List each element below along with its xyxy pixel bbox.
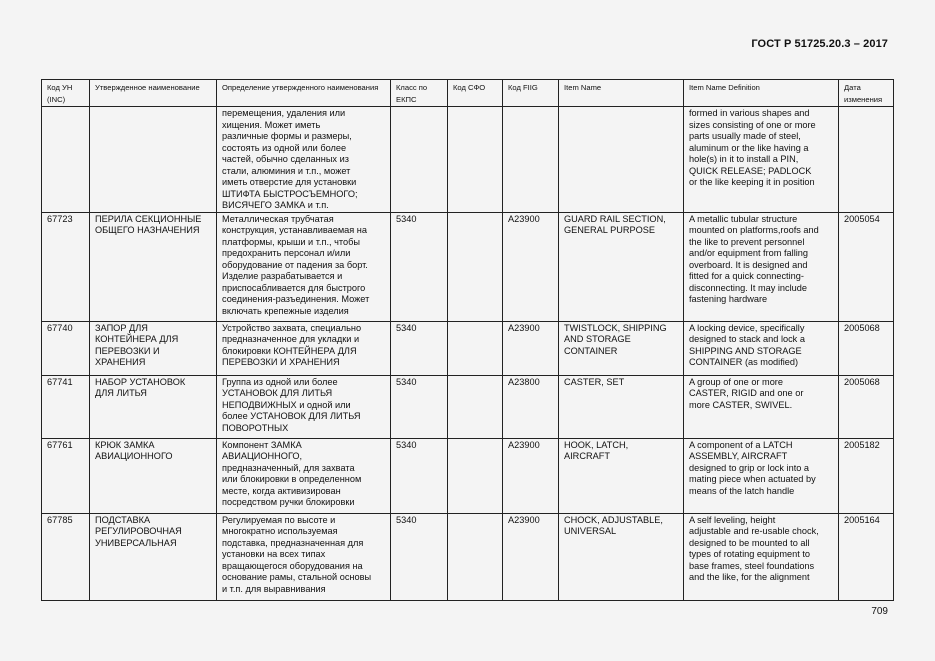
document-title: ГОСТ Р 51725.20.3 – 2017 (751, 38, 888, 50)
cell-definition-ru: Группа из одной или более УСТАНОВОК ДЛЯ ЛИТЬЯ НЕПОДВИЖНЫХ и одной или более УСТАНОВОК ДЛЯ ЛИТЬЯ ПОВОРОТНЫХ (217, 375, 391, 438)
table-row (42, 212, 894, 321)
table-row (42, 107, 894, 213)
column-header-name-ru: Утвержденное наименование (90, 80, 217, 107)
cell-ekps: 5340 (391, 438, 448, 513)
cell-item-definition: formed in various shapes and sizes consisting of one or more parts usually made of steel, aluminum or the like having a hole(s) in it to install a PIN, QUICK RELEASE; PADLOCK or the like keeping it in position (684, 107, 839, 213)
cell-definition-ru: Компонент ЗАМКА АВИАЦИОННОГО, предназначенный, для захвата или блокировки в определенном месте, когда активизирован посредством ручки блокировки (217, 438, 391, 513)
column-header-date: Дата изменения (839, 80, 894, 107)
cell-fiig: A23900 (503, 438, 559, 513)
cell-item-definition: A locking device, specifically designed to stack and lock a SHIPPING AND STORAGE CONTAINER (as modified) (684, 321, 839, 375)
table-row (42, 513, 894, 600)
cell-date: 2005068 (839, 321, 894, 375)
cell-sfo (448, 375, 503, 438)
column-header-sfo: Код СФО (448, 80, 503, 107)
cell-code: 67741 (42, 375, 90, 438)
cell-name-ru: ПЕРИЛА СЕКЦИОННЫЕ ОБЩЕГО НАЗНАЧЕНИЯ (90, 212, 217, 321)
cell-item-name (559, 107, 684, 213)
cell-sfo (448, 212, 503, 321)
cell-ekps: 5340 (391, 513, 448, 600)
cell-item-definition: A group of one or more CASTER, RIGID and one or more CASTER, SWIVEL. (684, 375, 839, 438)
cell-date: 2005164 (839, 513, 894, 600)
cell-ekps: 5340 (391, 375, 448, 438)
cell-sfo (448, 321, 503, 375)
column-header-ekps: Класс по ЕКПС (391, 80, 448, 107)
table-header-row (42, 80, 894, 107)
cell-date: 2005182 (839, 438, 894, 513)
cell-item-definition: A metallic tubular structure mounted on platforms,roofs and the like to prevent personnel and/or equipment from falling overboard. It is designed and fitted for a quick connecting- disconnecting. It may include fastening hardware (684, 212, 839, 321)
column-header-code: Код УН (INC) (42, 80, 90, 107)
cell-fiig: A23800 (503, 375, 559, 438)
cell-fiig: A23900 (503, 513, 559, 600)
cell-name-ru: ЗАПОР ДЛЯ КОНТЕЙНЕРА ДЛЯ ПЕРЕВОЗКИ И ХРАНЕНИЯ (90, 321, 217, 375)
cell-sfo (448, 438, 503, 513)
column-header-item-name: Item Name (559, 80, 684, 107)
cell-code: 67723 (42, 212, 90, 321)
cell-name-ru: ПОДСТАВКА РЕГУЛИРОВОЧНАЯ УНИВЕРСАЛЬНАЯ (90, 513, 217, 600)
cell-definition-ru: Металлическая трубчатая конструкция, устанавливаемая на платформы, крыши и т.п., чтобы предохранить персонал и/или оборудование от падения за борт. Изделие разрабатывается и приспосабливается для быстрого соединения-разъединения. Может включать крепежные изделия (217, 212, 391, 321)
cell-name-ru: НАБОР УСТАНОВОК ДЛЯ ЛИТЬЯ (90, 375, 217, 438)
cell-item-name: TWISTLOCK, SHIPPING AND STORAGE CONTAINER (559, 321, 684, 375)
cell-definition-ru: Регулируемая по высоте и многократно используемая подставка, предназначенная для установки на всех типах вращающегося оборудования на основание рамы, стальной основы и т.п. для выравнивания (217, 513, 391, 600)
cell-date: 2005054 (839, 212, 894, 321)
cell-item-name: GUARD RAIL SECTION, GENERAL PURPOSE (559, 212, 684, 321)
column-header-definition-ru: Определение утвержденного наименования (217, 80, 391, 107)
cell-fiig: A23900 (503, 321, 559, 375)
cell-ekps (391, 107, 448, 213)
table-row (42, 438, 894, 513)
cell-item-name: HOOK, LATCH, AIRCRAFT (559, 438, 684, 513)
catalog-table (41, 79, 894, 601)
cell-ekps: 5340 (391, 212, 448, 321)
column-header-fiig: Код FIIG (503, 80, 559, 107)
page-number: 709 (871, 606, 888, 617)
cell-fiig: A23900 (503, 212, 559, 321)
cell-definition-ru: Устройство захвата, специально предназначенное для укладки и блокировки КОНТЕЙНЕРА ДЛЯ ПЕРЕВОЗКИ И ХРАНЕНИЯ (217, 321, 391, 375)
cell-item-name: CASTER, SET (559, 375, 684, 438)
cell-date: 2005068 (839, 375, 894, 438)
cell-code: 67761 (42, 438, 90, 513)
cell-sfo (448, 513, 503, 600)
cell-sfo (448, 107, 503, 213)
cell-code (42, 107, 90, 213)
cell-code: 67785 (42, 513, 90, 600)
cell-code: 67740 (42, 321, 90, 375)
cell-definition-ru: перемещения, удаления или хищения. Может иметь различные формы и размеры, состоять из одной или более частей, обычно сделанных из стали, алюминия и т.п., может иметь отверстие для установки ШТИФТА БЫСТРОСЪЕМНОГО; ВИСЯЧЕГО ЗАМКА и т.п. (217, 107, 391, 213)
cell-ekps: 5340 (391, 321, 448, 375)
cell-item-definition: A self leveling, height adjustable and re-usable chock, designed to be mounted to all types of rotating equipment to base frames, steel foundations and the like, for the alignment (684, 513, 839, 600)
column-header-item-definition: Item Name Definition (684, 80, 839, 107)
cell-item-definition: A component of a LATCH ASSEMBLY, AIRCRAFT designed to grip or lock into a mating piece when actuated by means of the latch handle (684, 438, 839, 513)
table-row (42, 321, 894, 375)
cell-fiig (503, 107, 559, 213)
table-row (42, 375, 894, 438)
cell-name-ru (90, 107, 217, 213)
cell-name-ru: КРЮК ЗАМКА АВИАЦИОННОГО (90, 438, 217, 513)
cell-date (839, 107, 894, 213)
cell-item-name: CHOCK, ADJUSTABLE, UNIVERSAL (559, 513, 684, 600)
